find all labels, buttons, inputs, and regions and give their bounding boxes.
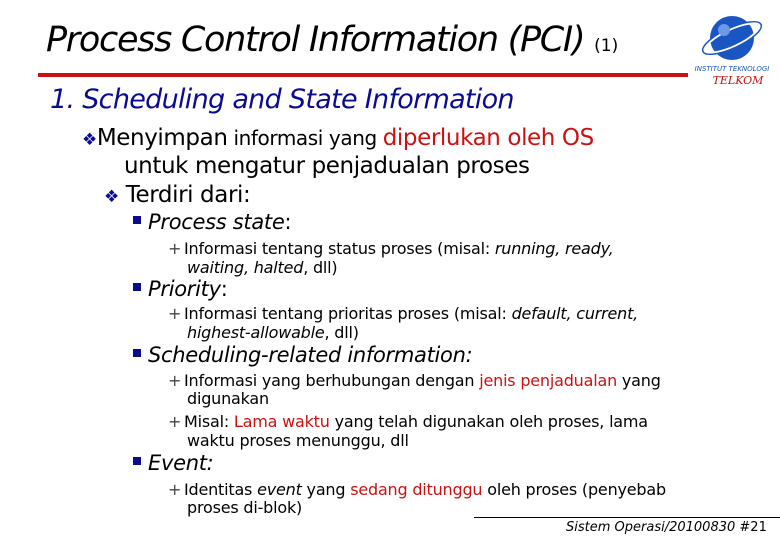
- sub-process-state-1: [168, 240, 614, 258]
- sub-text-highlight: Lama waktu: [233, 412, 330, 431]
- sub-text: Identitas: [184, 480, 258, 499]
- telkom-logo: [686, 8, 778, 92]
- globe-logo-icon: [686, 8, 778, 92]
- footer-rule: [474, 517, 780, 518]
- sub-text: , dll): [303, 258, 338, 277]
- sub-text: Misal:: [184, 412, 234, 431]
- sub-scheduling-2: [168, 413, 648, 431]
- square-bullet-icon: [133, 216, 141, 224]
- title-underline: [38, 73, 688, 77]
- sub-text: yang telah digunakan oleh proses, lama: [329, 412, 648, 431]
- sub-priority-1: [168, 305, 638, 323]
- plus-bullet-icon: +: [168, 239, 182, 258]
- item-scheduling-info: [133, 343, 472, 367]
- sub-text: yang: [301, 480, 351, 499]
- slide-title-text: Process Control Information (PCI): [46, 20, 585, 60]
- sub-text: oleh proses (penyebab: [482, 480, 666, 499]
- sub-text-highlight: jenis penjadualan: [479, 371, 618, 390]
- sub-process-state-1-cont: [187, 259, 337, 277]
- slide-title-number: (1): [594, 36, 619, 56]
- sub-text-italic: running, ready,: [494, 239, 614, 258]
- plus-bullet-icon: +: [168, 412, 182, 431]
- bullet-consists-of: [104, 182, 250, 208]
- item-event: [133, 451, 213, 475]
- page-number: #21: [739, 520, 767, 535]
- sub-text: , dll): [324, 323, 359, 342]
- item-priority: [133, 277, 228, 301]
- sub-text: yang: [617, 371, 661, 390]
- sub-scheduling-2-cont: waktu proses menunggu, dll: [187, 431, 409, 450]
- sub-text-highlight: sedang ditunggu: [350, 480, 483, 499]
- item-head: Process state: [148, 210, 285, 234]
- sub-text: Informasi tentang prioritas proses (misal:: [184, 304, 512, 323]
- diamond-bullet-icon: ❖: [104, 187, 119, 207]
- item-process-state: [133, 210, 291, 234]
- slide-title: [46, 20, 618, 60]
- item-head: Priority: [148, 277, 221, 301]
- sub-scheduling-1-cont: digunakan: [187, 389, 269, 408]
- bullet-consists-text: Terdiri dari:: [125, 182, 251, 208]
- square-bullet-icon: [133, 457, 141, 465]
- item-colon: :: [284, 210, 292, 234]
- sub-text-italic: event: [257, 480, 302, 499]
- sub-scheduling-1: [168, 372, 661, 390]
- sub-text: Informasi tentang status proses (misal:: [184, 239, 495, 258]
- sub-event-1-cont: proses di-blok): [187, 498, 303, 517]
- logo-line2: TELKOM: [712, 74, 764, 87]
- item-head: Scheduling-related information:: [148, 343, 473, 367]
- section-heading: 1. Scheduling and State Information: [50, 84, 514, 115]
- slide-footer: [566, 520, 767, 535]
- bullet-store-info: [82, 125, 594, 151]
- sub-text-italic: waiting, halted: [187, 258, 304, 277]
- plus-bullet-icon: +: [168, 371, 182, 390]
- bullet-text-a: Menyimpan: [96, 125, 228, 151]
- sub-text-italic: default, current,: [511, 304, 639, 323]
- sub-text: Informasi yang berhubungan dengan: [184, 371, 480, 390]
- sub-priority-1-cont: [187, 324, 359, 342]
- logo-line1: INSTITUT TEKNOLOGI: [694, 65, 770, 73]
- diamond-bullet-icon: ❖: [82, 130, 97, 150]
- bullet-text-b: informasi yang: [227, 126, 383, 150]
- plus-bullet-icon: +: [168, 304, 182, 323]
- item-colon: :: [220, 277, 228, 301]
- sub-text-italic: highest-allowable: [187, 323, 325, 342]
- item-head: Event:: [148, 451, 214, 475]
- square-bullet-icon: [133, 283, 141, 291]
- bullet-text-highlight: diperlukan oleh OS: [382, 125, 594, 151]
- square-bullet-icon: [133, 349, 141, 357]
- bullet-store-info-cont: untuk mengatur penjadualan proses: [124, 153, 530, 179]
- plus-bullet-icon: +: [168, 480, 182, 499]
- footer-text: Sistem Operasi/20100830: [566, 520, 736, 535]
- sub-event-1: [168, 481, 666, 499]
